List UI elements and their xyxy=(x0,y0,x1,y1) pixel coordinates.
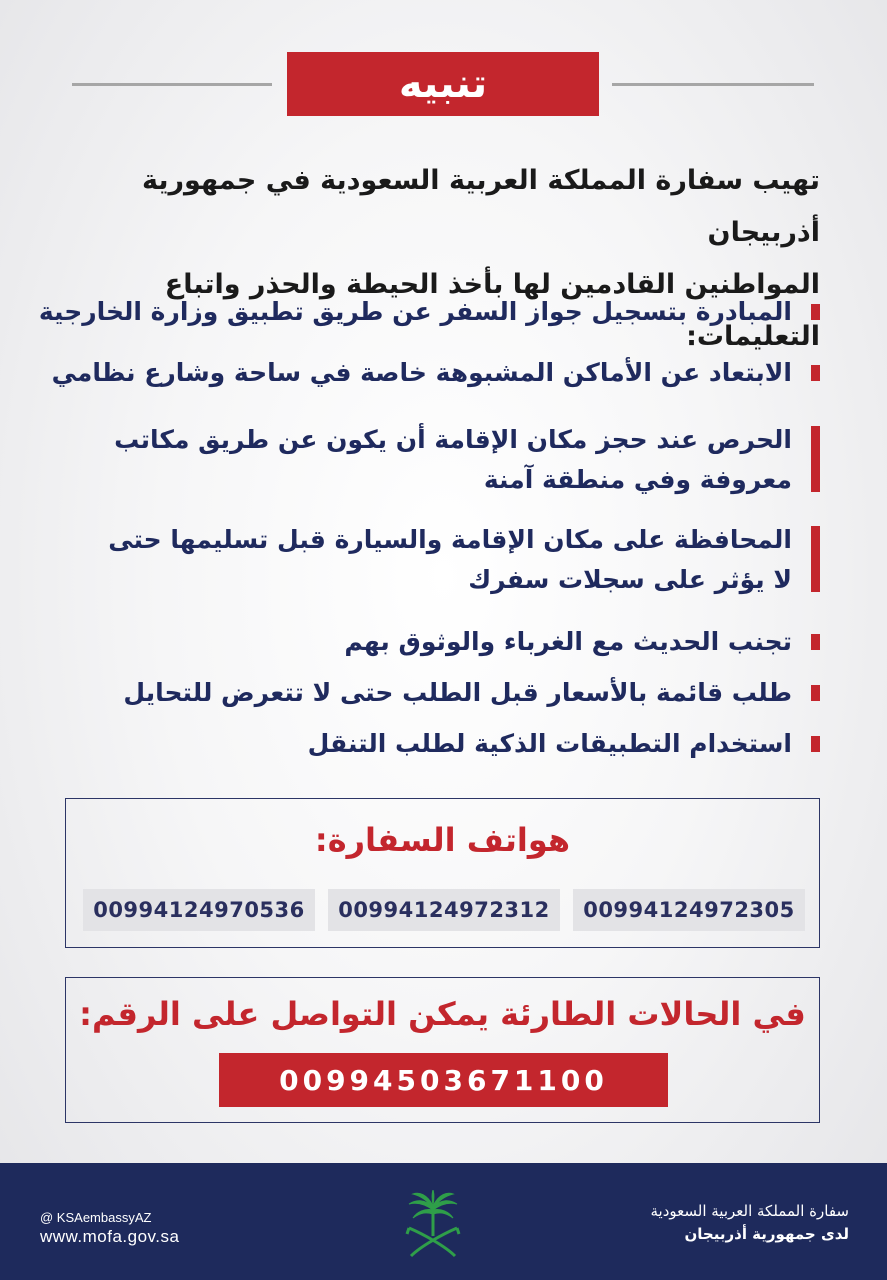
bullet-marker xyxy=(811,685,820,701)
intro-line-2: المواطنين القادمين لها بأخذ الحيطة والحذر واتباع التعليمات: xyxy=(164,269,820,352)
instruction-text: الحرص عند حجز مكان الإقامة أن يكون عن طريق مكاتب xyxy=(114,425,792,454)
instruction-text: المحافظة على مكان الإقامة والسيارة قبل تسليمها حتى xyxy=(108,525,792,554)
emergency-box xyxy=(65,977,820,1123)
alert-title: تنبيه xyxy=(287,52,599,116)
phones-row xyxy=(83,889,805,931)
phone-number-3[interactable]: 00994124972305 xyxy=(573,889,805,931)
bullet-marker xyxy=(811,526,820,592)
embassy-name: سفارة المملكة العربية السعودية xyxy=(650,1202,849,1220)
instruction-text: طلب قائمة بالأسعار قبل الطلب حتى لا تتعرض للتحايل xyxy=(123,678,792,707)
instruction-item xyxy=(32,353,820,393)
instruction-text: معروفة وفي منطقة آمنة xyxy=(483,465,792,494)
bullet-marker xyxy=(811,304,820,320)
phone-number-1[interactable]: 00994124970536 xyxy=(83,889,315,931)
phones-title: هواتف السفارة: xyxy=(314,821,571,859)
title-section xyxy=(0,52,887,116)
embassy-country: لدى جمهورية أذربيجان xyxy=(684,1225,849,1243)
saudi-emblem-icon xyxy=(403,1190,463,1260)
instruction-text: لا يؤثر على سجلات سفرك xyxy=(468,565,792,594)
instruction-item xyxy=(32,420,820,500)
bullet-marker xyxy=(811,634,820,650)
title-divider-left xyxy=(72,83,272,86)
instruction-text: الابتعاد عن الأماكن المشبوهة خاصة في ساحة وشارع نظامي xyxy=(51,358,792,387)
instruction-text: استخدام التطبيقات الذكية لطلب التنقل xyxy=(307,729,792,758)
emergency-title: في الحالات الطارئة يمكن التواصل على الرقم: xyxy=(79,995,806,1033)
instruction-text: المبادرة بتسجيل جواز السفر عن طريق تطبيق وزارة الخارجية xyxy=(38,297,792,326)
website-link[interactable]: www.mofa.gov.sa xyxy=(40,1227,180,1246)
intro-line-1: تهيب سفارة المملكة العربية السعودية في جمهورية أذربيجان xyxy=(142,165,820,248)
bullet-marker xyxy=(811,365,820,381)
emergency-number[interactable]: 00994503671100 xyxy=(219,1053,668,1107)
bullet-marker xyxy=(811,736,820,752)
embassy-phones-box xyxy=(65,798,820,948)
instruction-item xyxy=(32,724,820,764)
instruction-item xyxy=(32,673,820,713)
instruction-text: تجنب الحديث مع الغرباء والوثوق بهم xyxy=(344,627,792,656)
social-handle[interactable]: @ KSAembassyAZ xyxy=(40,1210,152,1225)
instruction-item xyxy=(32,520,820,600)
phone-number-2[interactable]: 00994124972312 xyxy=(328,889,560,931)
title-divider-right xyxy=(612,83,814,86)
footer xyxy=(0,1163,887,1280)
instruction-item xyxy=(32,292,820,332)
instruction-item xyxy=(32,622,820,662)
bullet-marker xyxy=(811,426,820,492)
